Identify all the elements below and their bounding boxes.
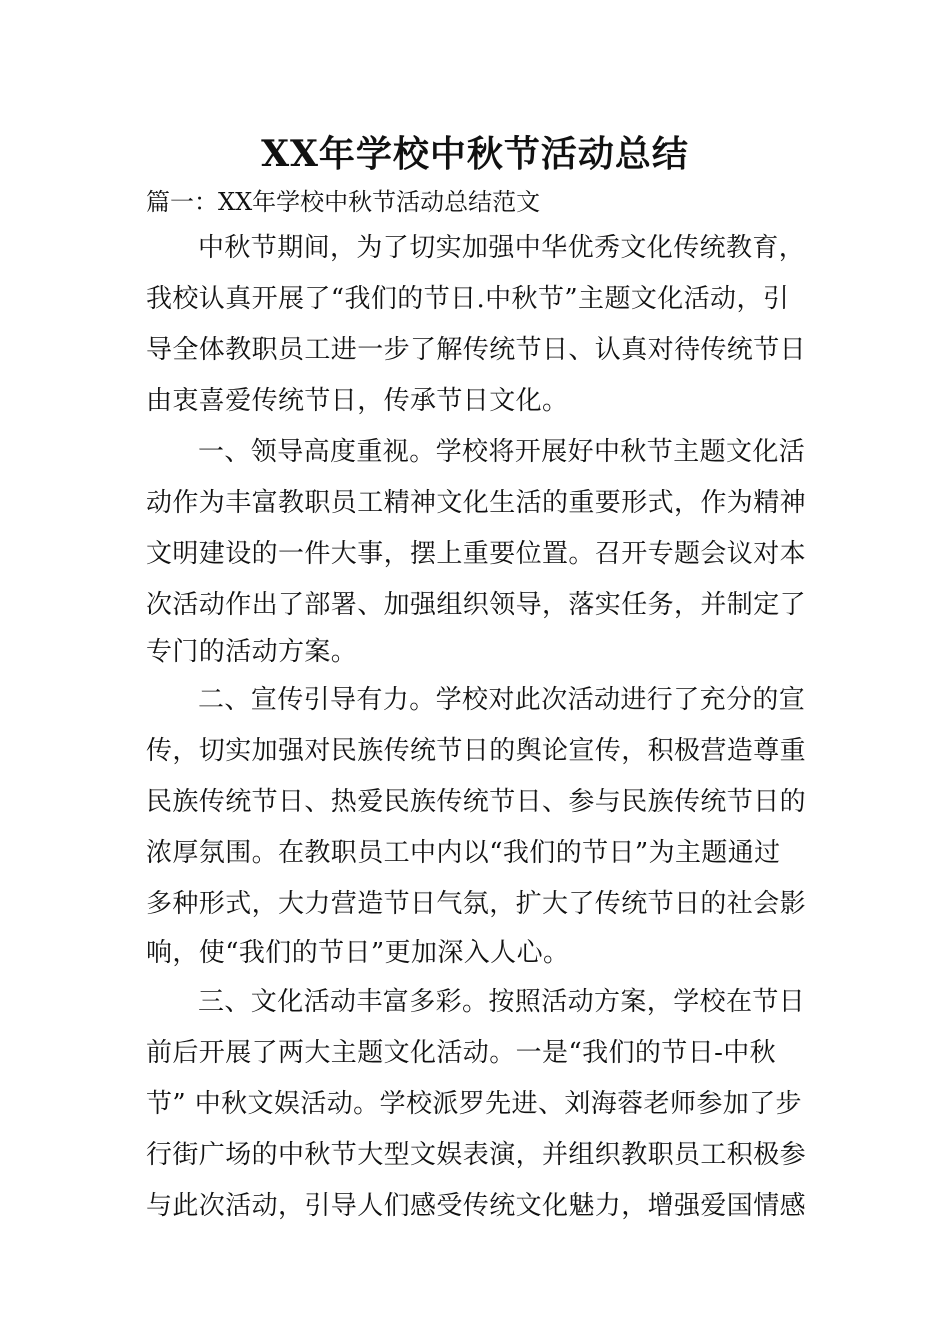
paragraph-line: 由衷喜爱传统节日，传承节日文化。 — [146, 386, 569, 416]
paragraph-line: 导全体教职员工进一步了解传统节日、认真对待传统节日 — [146, 335, 806, 365]
paragraph-line: 次活动作出了部署、加强组织领导，落实任务，并制定了 — [146, 590, 806, 620]
paragraph-line: 专门的活动方案。 — [146, 637, 358, 667]
paragraph-line: 节” 中秋文娱活动。学校派罗先进、刘海蓉老师参加了步 — [146, 1089, 802, 1119]
document-subtitle: 篇一：XX年学校中秋节活动总结范文 — [146, 188, 541, 216]
paragraph-line: 三、文化活动丰富多彩。按照活动方案，学校在节日 — [198, 987, 806, 1017]
document-title: XX年学校中秋节活动总结 — [261, 133, 689, 175]
paragraph-line: 前后开展了两大主题文化活动。一是“我们的节日-中秋 — [146, 1038, 777, 1068]
paragraph-line: 行街广场的中秋节大型文娱表演，并组织教职员工积极参 — [146, 1140, 806, 1170]
paragraph-line: 中秋节期间，为了切实加强中华优秀文化传统教育， — [198, 233, 806, 263]
paragraph-line: 文明建设的一件大事，摆上重要位置。召开专题会议对本 — [146, 539, 806, 569]
paragraph-line: 动作为丰富教职员工精神文化生活的重要形式，作为精神 — [146, 488, 806, 518]
paragraph-line: 民族传统节日、热爱民族传统节日、参与民族传统节日的 — [146, 787, 806, 817]
paragraph-line: 传，切实加强对民族传统节日的舆论宣传，积极营造尊重 — [146, 736, 806, 766]
paragraph-line: 浓厚氛围。在教职员工中内以“我们的节日”为主题通过 — [146, 838, 781, 868]
paragraph-line: 一、领导高度重视。学校将开展好中秋节主题文化活 — [198, 437, 806, 467]
paragraph-line: 与此次活动，引导人们感受传统文化魅力，增强爱国情感 — [146, 1191, 806, 1221]
paragraph-line: 二、宣传引导有力。学校对此次活动进行了充分的宣 — [198, 685, 806, 715]
paragraph-line: 响，使“我们的节日”更加深入人心。 — [146, 938, 570, 968]
paragraph-line: 多种形式，大力营造节日气氛，扩大了传统节日的社会影 — [146, 889, 806, 919]
paragraph-line: 我校认真开展了“我们的节日.中秋节”主题文化活动，引 — [146, 284, 790, 314]
